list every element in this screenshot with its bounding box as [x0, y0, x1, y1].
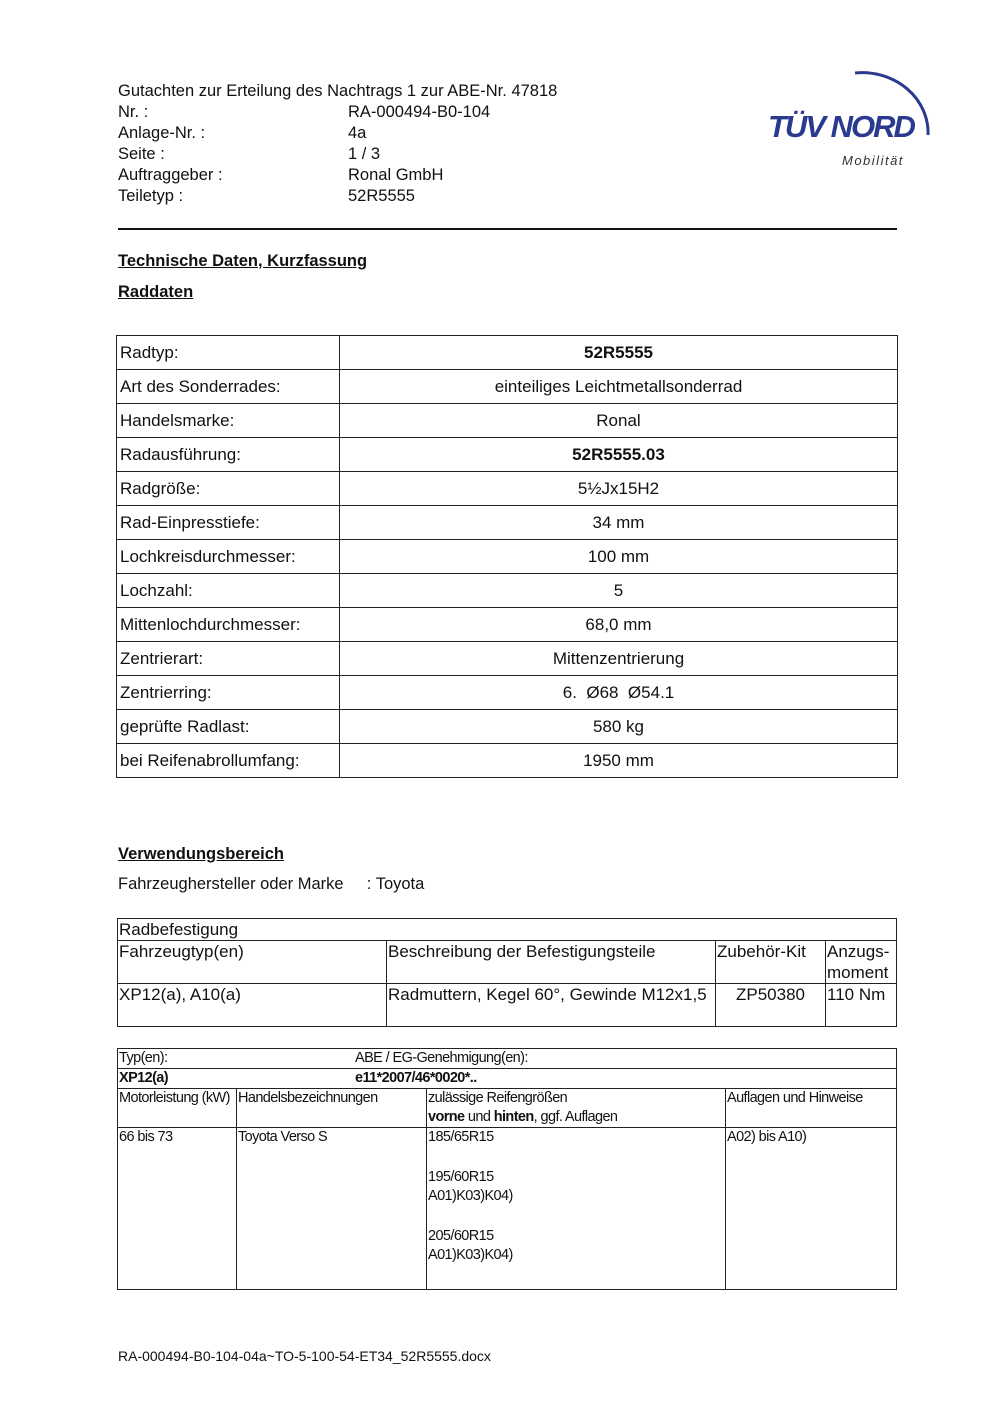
column-header: Anzugs-moment	[826, 941, 897, 984]
header-value: Ronal GmbH	[348, 166, 444, 184]
row-label: Mittenlochdurchmesser:	[117, 608, 340, 642]
table-row	[117, 676, 898, 710]
header-label: Anlage-Nr. :	[118, 124, 206, 142]
table-row	[118, 1128, 897, 1290]
table-row	[117, 710, 898, 744]
table-header-row	[118, 941, 897, 984]
table-row	[117, 608, 898, 642]
row-label: Handelsmarke:	[117, 404, 340, 438]
tyre-size: 185/65R15	[428, 1129, 494, 1145]
logo-subtitle: Mobilität	[842, 153, 904, 168]
abe-label: ABE / EG-Genehmigung(en):	[355, 1050, 528, 1066]
table-row	[117, 336, 898, 370]
cell-auflagen: A02) bis A10)	[726, 1128, 897, 1290]
logo-wordmark: TÜV NORD	[768, 109, 914, 144]
typ-label: Typ(en):	[119, 1050, 168, 1066]
cell-beschreibung: Radmuttern, Kegel 60°, Gewinde M12x1,5	[387, 984, 716, 1027]
column-header: Motorleistung (kW)	[118, 1089, 237, 1128]
table-row	[117, 404, 898, 438]
raddaten-table	[116, 335, 898, 778]
typ-abe-value-row	[118, 1069, 897, 1089]
heading-verwendungsbereich: Verwendungsbereich	[118, 845, 284, 863]
header-vorne: vorne	[428, 1109, 465, 1125]
table-row	[117, 642, 898, 676]
row-label: Zentrierart:	[117, 642, 340, 676]
row-label: Rad-Einpresstiefe:	[117, 506, 340, 540]
row-label: Lochzahl:	[117, 574, 340, 608]
row-value: 580 kg	[340, 710, 898, 744]
row-label: Radausführung:	[117, 438, 340, 472]
cell-motor: 66 bis 73	[118, 1128, 237, 1290]
row-label: bei Reifenabrollumfang:	[117, 744, 340, 778]
row-value: 1950 mm	[340, 744, 898, 778]
row-value: einteiliges Leichtmetallsonderrad	[340, 370, 898, 404]
header-value: 1 / 3	[348, 145, 381, 163]
heading-raddaten: Raddaten	[118, 283, 194, 301]
column-header: Auflagen und Hinweise	[726, 1089, 897, 1128]
maker-separator: :	[366, 875, 372, 893]
row-value: Ronal	[340, 404, 898, 438]
abe-value: e11*2007/46*0020*..	[355, 1070, 477, 1086]
table-row	[117, 744, 898, 778]
maker-line	[118, 875, 424, 894]
tuv-nord-logo	[760, 55, 945, 175]
row-label: Zentrierring:	[117, 676, 340, 710]
table-row	[117, 506, 898, 540]
row-label: Radgröße:	[117, 472, 340, 506]
cell-handel: Toyota Verso S	[237, 1128, 427, 1290]
typ-table	[117, 1048, 897, 1290]
header-reifen-post: , ggf. Auflagen	[533, 1109, 618, 1125]
row-value: Mittenzentrierung	[340, 642, 898, 676]
row-value: 100 mm	[340, 540, 898, 574]
row-value: 6. Ø68 Ø54.1	[340, 676, 898, 710]
cell-types: XP12(a), A10(a)	[118, 984, 387, 1027]
footer-filename: RA-000494-B0-104-04a~TO-5-100-54-ET34_52R5555.docx	[118, 1348, 491, 1364]
table-row	[117, 438, 898, 472]
tyre-size: 195/60R15	[428, 1169, 494, 1185]
cell-kit: ZP50380	[716, 984, 826, 1027]
row-label: geprüfte Radlast:	[117, 710, 340, 744]
tyre-size: 205/60R15	[428, 1228, 494, 1244]
header-label: Auftraggeber :	[118, 166, 223, 184]
tyre-notes: A01)K03)K04)	[428, 1247, 513, 1263]
header-label: Seite :	[118, 145, 165, 163]
header-und: und	[464, 1109, 494, 1125]
column-header: Zubehör-Kit	[716, 941, 826, 984]
cell-tyres	[427, 1128, 726, 1290]
row-value: 5	[340, 574, 898, 608]
header-reifen-pre: zulässige Reifengrößen	[428, 1090, 568, 1106]
heading-technische-daten: Technische Daten, Kurzfassung	[118, 252, 368, 270]
column-header: Handelsbezeichnungen	[237, 1089, 427, 1128]
radbefestigung-table	[117, 918, 897, 1027]
row-value: 68,0 mm	[340, 608, 898, 642]
row-value: 34 mm	[340, 506, 898, 540]
header-label: Teiletyp :	[118, 187, 184, 205]
document-title: Gutachten zur Erteilung des Nachtrags 1 zur ABE-Nr. 47818	[118, 82, 558, 100]
header-label: Nr. :	[118, 103, 149, 121]
row-value: 5½Jx15H2	[340, 472, 898, 506]
header-rule	[118, 228, 897, 230]
typ-value: XP12(a)	[119, 1070, 168, 1086]
table-title: Radbefestigung	[118, 919, 897, 941]
maker-label: Fahrzeughersteller oder Marke	[118, 875, 344, 893]
header-hinten: hinten	[493, 1109, 534, 1125]
table-row	[117, 370, 898, 404]
typ-abe-label-row	[118, 1049, 897, 1069]
table-row	[118, 919, 897, 941]
maker-value: Toyota	[375, 875, 425, 893]
table-row	[117, 472, 898, 506]
table-header-row	[118, 1089, 897, 1128]
row-label: Art des Sonderrades:	[117, 370, 340, 404]
row-label: Lochkreisdurchmesser:	[117, 540, 340, 574]
tyre-notes: A01)K03)K04)	[428, 1188, 513, 1204]
column-header-reifen	[427, 1089, 726, 1128]
table-row	[118, 1049, 897, 1069]
cell-moment: 110 Nm	[826, 984, 897, 1027]
header-value: 52R5555	[348, 187, 415, 205]
row-label: Radtyp:	[117, 336, 340, 370]
table-row	[118, 984, 897, 1027]
header-value: 4a	[348, 124, 367, 142]
header-value: RA-000494-B0-104	[348, 103, 491, 121]
table-row	[117, 574, 898, 608]
row-value: 52R5555	[340, 336, 898, 370]
table-row	[117, 540, 898, 574]
table-row	[118, 1069, 897, 1089]
row-value: 52R5555.03	[340, 438, 898, 472]
column-header: Beschreibung der Befestigungsteile	[387, 941, 716, 984]
column-header: Fahrzeugtyp(en)	[118, 941, 387, 984]
